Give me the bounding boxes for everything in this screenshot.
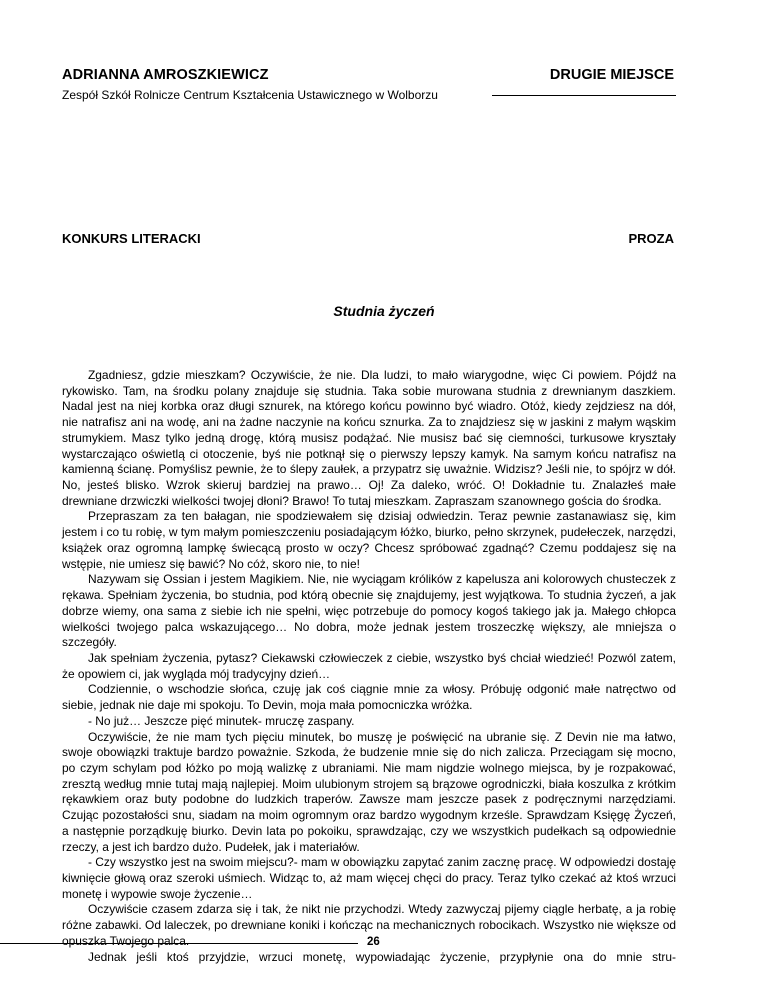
paragraph: Nazywam się Ossian i jestem Magikiem. Nie, nie wyciągam królików z kapelusza ani kolorowych chusteczek z rękawa. Spełniam życzenia, bo studnia, pod którą obecnie się znajdujemy, jest wyjątkowa. To studnia życzeń, a jak dobrze wiemy, ona sama z siebie ich nie spełni, więc potrzebuje do pomocy kogoś takiego jak ja. Małego chłopca wielkości twojego palca wskazującego… No dobra, może jednak jestem troszeczkę większy, ale mniejsza o szczegóły. <box>62 572 676 650</box>
paragraph: Codziennie, o wschodzie słońca, czuję jak coś ciągnie mnie za włosy. Próbuję odgonić małe natręctwo od siebie, jednak nie daje mi spokoju. To Devin, moja mała pomocniczka wróżka. <box>62 682 676 713</box>
paragraph: Jak spełniam życzenia, pytasz? Ciekawski człowieczek z ciebie, wszystko byś chciał wiedzieć! Pozwól zatem, że opowiem ci, jak wygląda mój tradycyjny dzień… <box>62 650 676 681</box>
paragraph: Oczywiście, że nie mam tych pięciu minutek, bo muszę je poświęcić na ubranie się. Z Devin nie ma łatwo, swoje obowiązki traktuje bardzo poważnie. Szkoda, że budzenie mnie się do nich zalicza. Przeciągam się mocno, po czym schylam pod łóżko po moją walizkę z ubraniami. Nie mam nigdzie wolnego miejsca, by je rozpakować, zresztą według mnie tutaj mają najlepiej. Moim ulubionym strojem są brązowe ogrodniczki, biała koszulka z krótkim rękawkiem oraz buty podobne do ludzkich traperów. Zawsze mam jeszcze pasek z podręcznymi narzędziami. Czując pozostałości snu, siadam na moim ogromnym oraz bardzo wygodnym krześle. Sprawdzam Księgę Życzeń, a następnie porządkuję biurko. Devin lata po pokoiku, sprawdzając, czy we wszystkich pudełkach są odpowiednie rzeczy, a jest ich bardzo dużo. Pudełek, jak i materiałów. <box>62 729 676 854</box>
contest-label: KONKURS LITERACKI <box>62 231 201 246</box>
paragraph: - No już… Jeszcze pięć minutek- mruczę zaspany. <box>88 713 355 728</box>
author-name: ADRIANNA AMROSZKIEWICZ <box>62 67 269 83</box>
paragraph: Jednak jeśli ktoś przyjdzie, wrzuci monetę, wypowiadając życzenie, przypłynie ona do mnie stru- <box>88 949 676 964</box>
story-body <box>62 368 676 965</box>
story-title: Studnia życzeń <box>333 303 435 319</box>
paragraph: Przepraszam za ten bałagan, nie spodziewałem się dzisiaj odwiedzin. Teraz pewnie zastanawiasz się, kim jestem i co tu robię, w tym małym pomieszczeniu posiadającym łóżko, biurko, pełno skrzynek, pudełeczek, narzędzi, książek oraz ogromną lampkę świecącą prosto w oczy? Chcesz spróbować zgadnąć? Czemu poddajesz się na wstępie, nie umiesz się bawić? No cóż, skoro nie, to nie! <box>62 509 676 571</box>
genre-label: PROZA <box>628 231 674 246</box>
prize-label: DRUGIE MIEJSCE <box>549 67 674 83</box>
school-name: Zespół Szkół Rolnicze Centrum Kształcenia Ustawicznego w Wolborzu <box>62 88 438 102</box>
footer-divider <box>0 943 358 944</box>
paragraph: - Czy wszystko jest na swoim miejscu?- mam w obowiązku zapytać zanim zacznę pracę. W odpowiedzi dostaję kiwnięcie głową oraz szeroki uśmiech. Widząc to, aż mam więcej chęci do pracy. Teraz tylko czekać aż ktoś wrzuci monetę i wypowie swoje życzenie… <box>62 855 676 901</box>
paragraph: Oczywiście czasem zdarza się i tak, że nikt nie przychodzi. Wtedy zazwyczaj pijemy ciągle herbatę, a ja robię różne zabawki. Od laleczek, po drewniane koniki i kończąc na mechanicznych robocikach. Wszystko nie większe od opuszka Twojego palca. <box>62 902 676 948</box>
page-number: 26 <box>367 936 380 948</box>
paragraph: Zgadniesz, gdzie mieszkam? Oczywiście, że nie. Dla ludzi, to mało wiarygodne, więc Ci powiem. Pójdź na rykowisko. Tam, na środku polany znajduje się studnia. Taka sobie murowana studnia z drewnianym daszkiem. Nadal jest na niej korbka oraz długi sznurek, na którego końcu powinno być wiadro. Otóż, kiedy zejdziesz na dół, nie natrafisz ani na wodę, ani na żadne naczynie na końcu sznurka. Za to znajdziesz się w jaskini z małym wąskim strumykiem. Masz tylko jedną drogę, którą musisz podążać. Nie musisz bać się ciemności, turkusowe kryształy wystarczająco oświetlą ci otoczenie, byś nie potknął się o pierwszy lepszy kamyk. Na samym końcu natrafisz na kamienną ścianę. Pomyślisz pewnie, że to ślepy zaułek, a przypatrz się uważnie. Widzisz? Jeśli nie, to spójrz w dół. No, jesteś blisko. Wzrok skieruj bardziej na prawo… Oj! Za daleko, wróć. O! Dokładnie tu. Znalazłeś małe drewniane drzwiczki wielkości twojej dłoni? Brawo! To tutaj mieszkam. Zapraszam szanownego gościa do środka. <box>62 368 676 508</box>
header-divider <box>492 95 676 96</box>
